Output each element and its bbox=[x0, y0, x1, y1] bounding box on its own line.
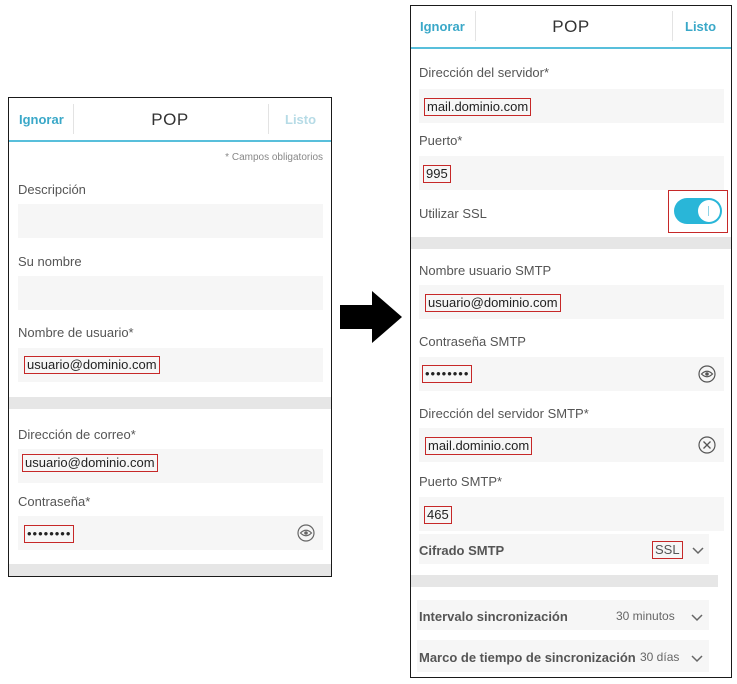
required-fields-hint: * Campos obligatorios bbox=[225, 152, 323, 163]
smtp-password-input[interactable] bbox=[419, 357, 724, 391]
section-separator bbox=[411, 237, 731, 249]
sync-interval-value: 30 minutos bbox=[616, 609, 675, 623]
username-value: usuario@dominio.com bbox=[24, 356, 160, 374]
port-value: 995 bbox=[423, 165, 451, 183]
password-label: Contraseña* bbox=[18, 494, 91, 509]
chevron-down-icon bbox=[690, 651, 704, 669]
username-label: Nombre de usuario* bbox=[18, 325, 134, 340]
smtp-port-label: Puerto SMTP* bbox=[419, 474, 503, 489]
header-bar bbox=[411, 6, 731, 47]
smtp-port-value: 465 bbox=[424, 506, 452, 524]
smtp-port-input[interactable] bbox=[419, 497, 724, 531]
smtp-encryption-value: SSL bbox=[652, 541, 683, 559]
your-name-label: Su nombre bbox=[18, 254, 82, 269]
header-divider bbox=[268, 104, 269, 134]
pop-settings-screen-left bbox=[8, 97, 332, 577]
toggle-knob-mark bbox=[708, 206, 709, 216]
sync-interval-label: Intervalo sincronización bbox=[419, 609, 568, 624]
smtp-encryption-select[interactable] bbox=[419, 534, 709, 564]
email-label: Dirección de correo* bbox=[18, 427, 136, 442]
password-value: •••••••• bbox=[24, 525, 74, 543]
sync-interval-select[interactable] bbox=[417, 600, 709, 630]
eye-icon[interactable] bbox=[297, 524, 315, 547]
header-divider bbox=[672, 11, 673, 41]
email-input[interactable] bbox=[18, 449, 323, 483]
clear-icon[interactable] bbox=[698, 436, 716, 459]
server-input[interactable] bbox=[419, 89, 724, 123]
smtp-username-value: usuario@dominio.com bbox=[425, 294, 561, 312]
your-name-input[interactable] bbox=[18, 276, 323, 310]
ignore-button[interactable]: Ignorar bbox=[19, 112, 64, 127]
done-button[interactable]: Listo bbox=[685, 19, 717, 34]
page-title: POP bbox=[552, 17, 590, 36]
use-ssl-label: Utilizar SSL bbox=[419, 206, 487, 221]
server-value: mail.dominio.com bbox=[424, 98, 531, 116]
smtp-server-input[interactable] bbox=[419, 428, 724, 462]
chevron-down-icon bbox=[691, 543, 705, 561]
header-accent-line bbox=[411, 47, 731, 49]
smtp-encryption-label: Cifrado SMTP bbox=[419, 543, 505, 558]
smtp-server-label: Dirección del servidor SMTP* bbox=[419, 406, 589, 421]
username-input[interactable] bbox=[18, 348, 323, 382]
smtp-server-value: mail.dominio.com bbox=[425, 437, 532, 455]
sync-window-select[interactable] bbox=[417, 640, 709, 672]
section-separator bbox=[411, 575, 718, 587]
done-button[interactable]: Listo bbox=[285, 112, 317, 127]
email-value: usuario@dominio.com bbox=[22, 454, 158, 472]
use-ssl-toggle[interactable] bbox=[674, 198, 722, 224]
server-label: Dirección del servidor* bbox=[419, 65, 550, 80]
smtp-username-label: Nombre usuario SMTP bbox=[419, 263, 552, 278]
smtp-password-value: •••••••• bbox=[422, 365, 472, 383]
eye-icon[interactable] bbox=[698, 365, 716, 388]
header-bar bbox=[9, 98, 331, 140]
port-input[interactable] bbox=[419, 156, 724, 190]
description-label: Descripción bbox=[18, 182, 86, 197]
smtp-password-label: Contraseña SMTP bbox=[419, 334, 526, 349]
description-input[interactable] bbox=[18, 204, 323, 238]
right-arrow-icon bbox=[340, 291, 402, 343]
section-separator bbox=[9, 397, 331, 409]
sync-window-label: Marco de tiempo de sincronización bbox=[419, 650, 636, 665]
chevron-down-icon bbox=[690, 610, 704, 628]
pop-settings-screen-right bbox=[410, 5, 732, 678]
section-separator bbox=[9, 564, 331, 577]
smtp-username-input[interactable] bbox=[419, 285, 724, 319]
ignore-button[interactable]: Ignorar bbox=[420, 19, 465, 34]
toggle-knob bbox=[698, 200, 720, 222]
sync-window-value: 30 días bbox=[640, 650, 680, 664]
header-accent-line bbox=[9, 140, 331, 142]
password-input[interactable] bbox=[18, 516, 323, 550]
port-label: Puerto* bbox=[419, 133, 463, 148]
page-title: POP bbox=[151, 110, 189, 129]
